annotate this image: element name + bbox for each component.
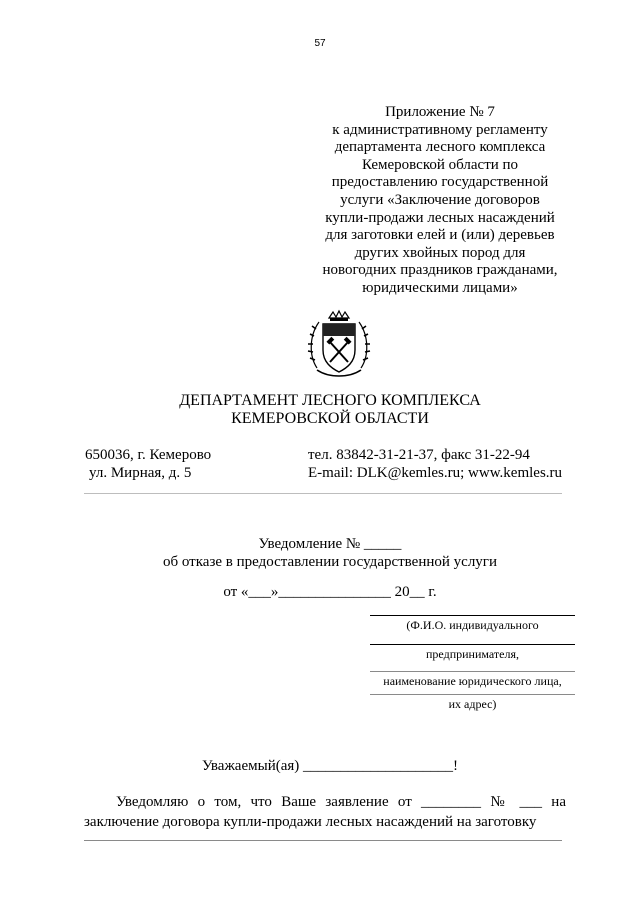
notice-title: Уведомление № _____ xyxy=(258,536,402,552)
contact-phone: тел. 83842-31-21-37, факс 31-22-94 xyxy=(308,447,530,463)
body-line-1: Уведомляю о том, что Ваше заявление от ________ № ___ на xyxy=(116,794,566,810)
notice-date: от «___»_______________ 20__ г. xyxy=(223,584,437,600)
department-name xyxy=(80,392,580,428)
address-street: ул. Мирная, д. 5 xyxy=(89,465,192,481)
appendix-line: купли-продажи лесных насаждений xyxy=(325,209,555,226)
recipient-line xyxy=(370,671,575,672)
appendix-line: департамента лесного комплекса xyxy=(334,139,546,156)
recipient-line xyxy=(370,694,575,695)
recipient-label: их адрес) xyxy=(448,697,497,711)
appendix-line: предоставлению государственной xyxy=(331,174,549,191)
department-line-1: ДЕПАРТАМЕНТ ЛЕСНОГО КОМПЛЕКСА xyxy=(179,392,481,409)
address-city: 650036, г. Кемерово xyxy=(85,447,212,463)
appendix-line: услуги «Заключение договоров xyxy=(340,191,540,208)
recipient-line xyxy=(370,644,575,645)
recipient-label: предпринимателя, xyxy=(426,647,519,661)
notice-subtitle: об отказе в предоставлении государственной услуги xyxy=(162,554,497,570)
page-number: 57 xyxy=(314,38,326,49)
notice-body xyxy=(84,792,566,832)
appendix-line: Кемеровской области по xyxy=(361,156,519,173)
recipient-line xyxy=(370,615,575,616)
appendix-line: для заготовки елей и (или) деревьев xyxy=(325,227,555,244)
postal-address xyxy=(85,446,211,482)
recipient-label: (Ф.И.О. индивидуального xyxy=(406,618,539,632)
recipient-block xyxy=(370,615,575,711)
notice-heading xyxy=(80,535,580,571)
appendix-line: Приложение № 7 xyxy=(385,104,495,120)
appendix-line: новогодних праздников гражданами, xyxy=(322,262,558,279)
appendix-line: к административному регламенту xyxy=(332,121,548,138)
coat-of-arms-icon xyxy=(303,308,375,380)
contact-email: E-mail: DLK@kemles.ru; www.kemles.ru xyxy=(308,465,563,481)
body-line-2: заключение договора купли-продажи лесных насаждений на заготовку xyxy=(84,814,537,830)
contact-info xyxy=(308,446,562,482)
department-line-2: КЕМЕРОВСКОЙ ОБЛАСТИ xyxy=(231,410,429,427)
greeting: Уважаемый(ая) ____________________! xyxy=(201,758,459,774)
body-underline xyxy=(84,840,562,841)
recipient-label: наименование юридического лица, xyxy=(383,674,562,688)
appendix-header xyxy=(310,104,570,298)
appendix-line: юридическими лицами» xyxy=(362,279,518,296)
appendix-line: других хвойных пород для xyxy=(354,244,526,261)
header-divider xyxy=(84,493,562,494)
